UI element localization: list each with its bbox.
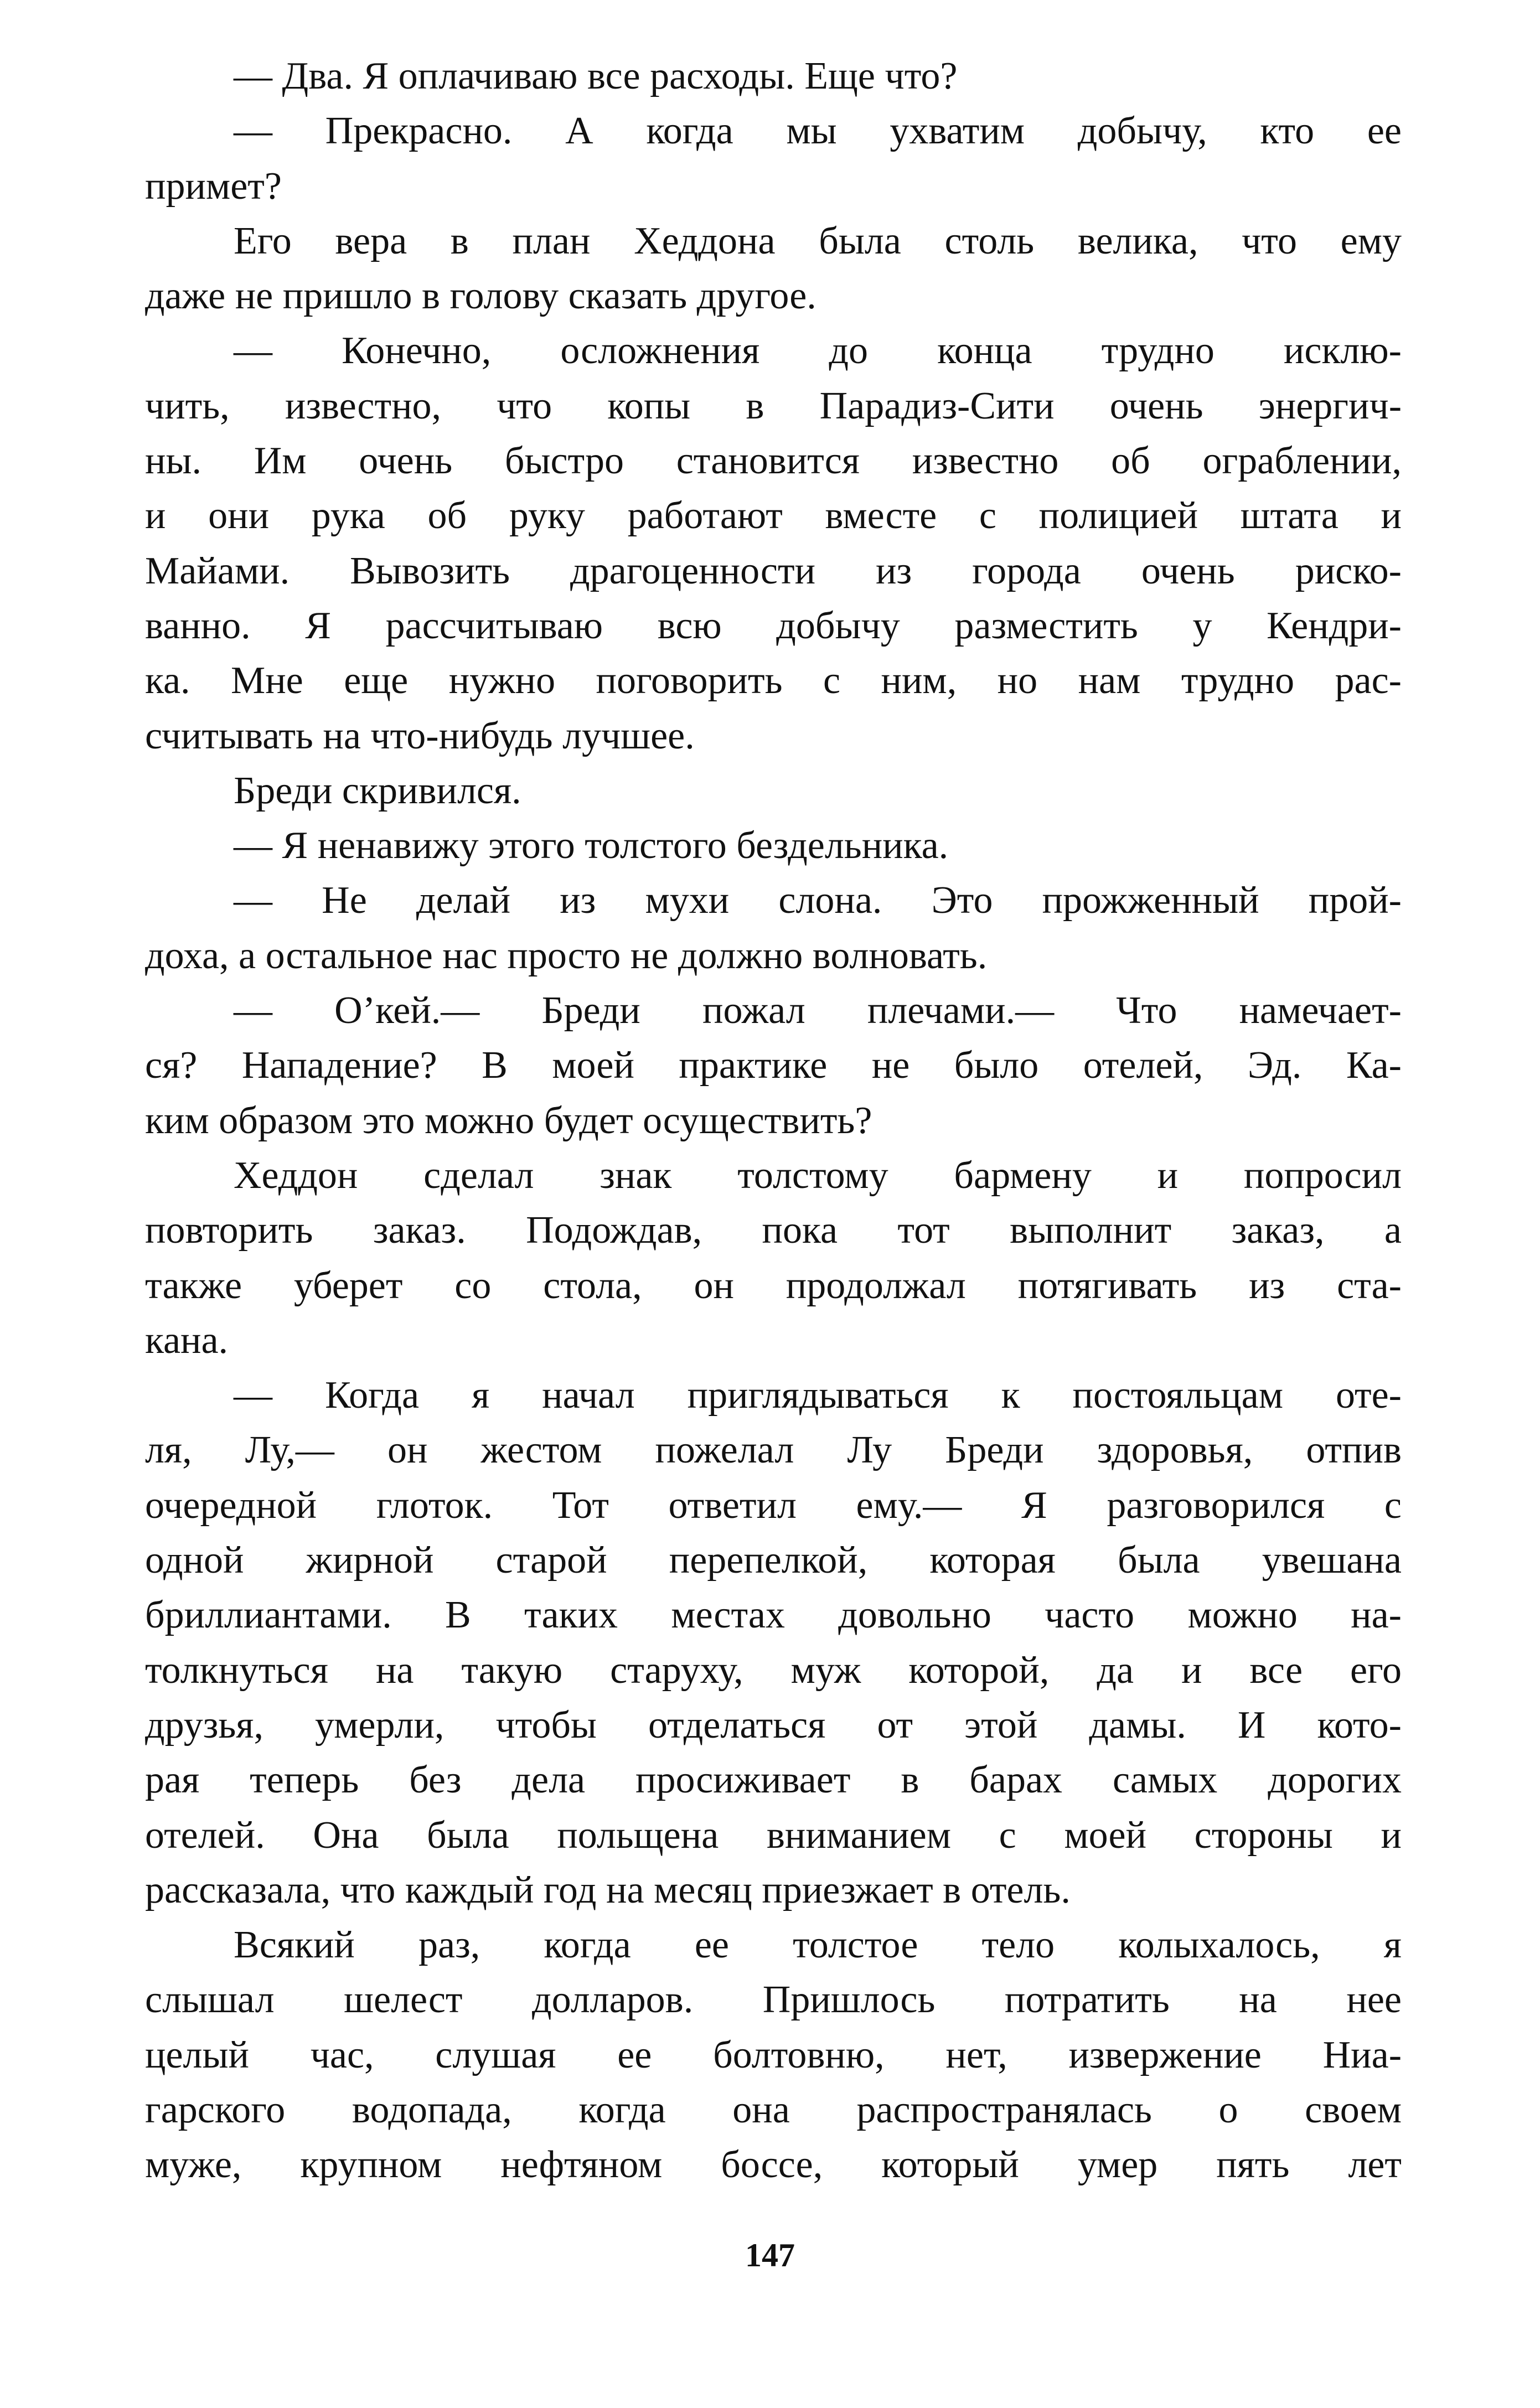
text-line: — Два. Я оплачиваю все расходы. Еще что? [234,55,958,97]
text-line: толкнуться на такую старуху, муж которой, да и все его [145,1649,1402,1692]
text-line: друзья, умерли, чтобы отделаться от этой дамы. И кото- [145,1703,1402,1746]
text-line: муже, крупном нефтяном боссе, который умер пять лет [145,2143,1402,2187]
text-line-row [145,1533,1402,1588]
text-line: также уберет со стола, он продолжал потягивать из ста- [145,1264,1402,1307]
text-line: рая теперь без дела просиживает в барах самых дорогих [145,1759,1402,1802]
text-line: ля, Лу,— он жестом пожелал Лу Бреди здоровья, отпив [145,1429,1402,1472]
text-line-row [145,1203,1402,1258]
text-line: одной жирной старой перепелкой, которая была увешана [145,1539,1402,1582]
text-line-row [145,268,1402,323]
text-line-row [145,1918,1402,1972]
text-line-row [145,1368,1402,1423]
text-line: — Не делай из мухи слона. Это прожженный прой- [234,879,1402,922]
text-line-row [145,1478,1402,1533]
text-line: — Прекрасно. А когда мы ухватим добычу, кто ее [234,110,1402,153]
text-line-row [145,1808,1402,1863]
text-line-row [145,544,1402,598]
text-line-row [145,159,1402,214]
text-line-row [145,323,1402,378]
text-line: примет? [145,164,282,208]
text-line: ванно. Я рассчитываю всю добычу разместить у Кендри- [145,604,1402,647]
text-line-row [145,49,1402,104]
text-line-row [145,1148,1402,1203]
text-line: Его вера в план Хеддона была столь велика, что ему [234,219,1402,262]
text-line: бриллиантами. В таких местах довольно часто можно на- [145,1594,1402,1637]
text-line-row [145,1038,1402,1093]
text-line: чить, известно, что копы в Парадиз-Сити очень энергич- [145,384,1402,427]
text-line-row [145,1863,1402,1918]
text-line-row [145,488,1402,543]
text-line: Хеддон сделал знак толстому бармену и попросил [234,1154,1402,1197]
text-line-row [145,598,1402,653]
text-line: Всякий раз, когда ее толстое тело колыхалось, я [234,1924,1402,1967]
text-line-row [145,763,1402,818]
text-line: кана. [145,1319,229,1362]
text-line-row [145,928,1402,983]
text-line: рассказала, что каждый год на месяц приезжает в отель. [145,1868,1071,1911]
text-line-row [145,214,1402,268]
text-line-row [145,873,1402,928]
text-line-row [145,2028,1402,2083]
text-line: целый час, слушая ее болтовню, нет, извержение Ниа- [145,2033,1402,2076]
text-line-row [145,653,1402,708]
text-line-row [145,1698,1402,1753]
text-line-row [145,983,1402,1038]
text-line: — О’кей.— Бреди пожал плечами.— Что намечает- [234,989,1402,1032]
text-line: доха, а остальное нас просто не должно волновать. [145,934,988,977]
text-line: повторить заказ. Подождав, пока тот выполнит заказ, а [145,1209,1402,1252]
text-line: Майами. Вывозить драгоценности из города очень риско- [145,549,1402,592]
text-line: гарского водопада, когда она распространялась о своем [145,2088,1402,2131]
text-line: даже не пришло в голову сказать другое. [145,275,816,318]
text-line-row [145,1643,1402,1698]
text-line: ны. Им очень быстро становится известно об ограблении, [145,440,1402,483]
text-line-row [145,2083,1402,2137]
text-line: — Конечно, осложнения до конца трудно исклю- [234,329,1402,373]
text-line: Бреди скривился. [234,769,521,812]
text-line-row [145,1588,1402,1642]
text-line-row [145,1972,1402,2027]
text-line: — Я ненавижу этого толстого бездельника. [234,824,949,867]
text-line-row [145,379,1402,433]
text-line: ся? Нападение? В моей практике не было отелей, Эд. Ка- [145,1044,1402,1087]
text-line-row [145,709,1402,763]
text-line: и они рука об руку работают вместе с полицией штата и [145,494,1402,538]
text-line-row [145,1093,1402,1148]
text-line: отелей. Она была польщена вниманием с моей стороны и [145,1813,1402,1857]
page-number: 147 [745,2237,795,2273]
text-line: считывать на что-нибудь лучшее. [145,714,695,757]
text-line-row [145,1258,1402,1313]
text-line: ка. Мне еще нужно поговорить с ним, но нам трудно рас- [145,659,1402,702]
text-line-row [145,104,1402,158]
text-line-row [145,1753,1402,1807]
text-line: — Когда я начал приглядываться к постояльцам оте- [234,1374,1402,1417]
text-line-row [145,433,1402,488]
text-line: ким образом это можно будет осуществить? [145,1099,872,1142]
text-line-row [145,1313,1402,1368]
text-line: очередной глоток. Тот ответил ему.— Я разговорился с [145,1484,1402,1527]
text-line-row [145,1423,1402,1477]
text-line-row [145,2137,1402,2192]
text-line-row [145,818,1402,873]
text-line: слышал шелест долларов. Пришлось потратить на нее [145,1978,1402,2022]
body-text [145,49,1402,2193]
